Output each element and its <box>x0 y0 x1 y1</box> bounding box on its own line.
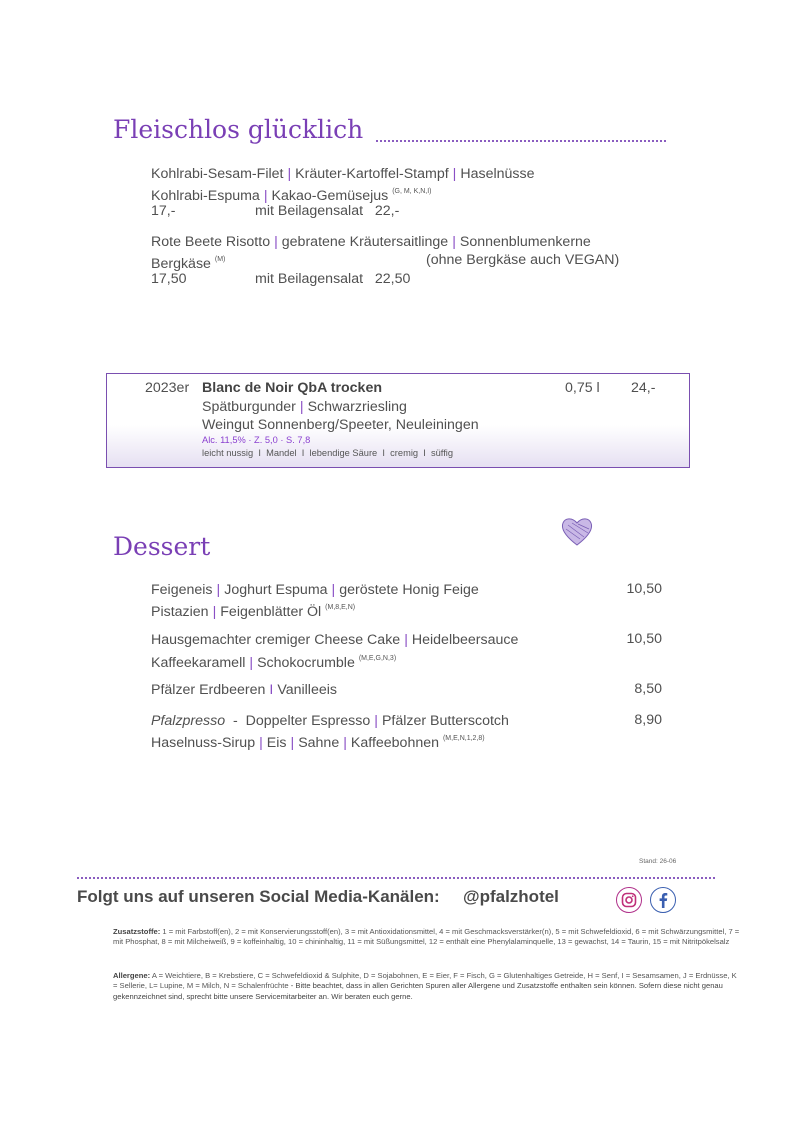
dish-line: Haselnuss-Sirup | Eis | Sahne | Kaffeebohnen $^{(M,E,N,1,2,8)}$ <box>151 735 485 751</box>
wine-grapes: Spätburgunder | Schwarzriesling <box>202 399 407 415</box>
separator: | <box>290 735 295 751</box>
dish-line: Feigeneis | Joghurt Espuma | geröstete Honig Feige <box>151 582 479 598</box>
separator: | <box>374 713 378 729</box>
separator: | <box>216 582 221 598</box>
dish-line: Pfälzer Erdbeeren I Vanilleeis <box>151 682 337 698</box>
allergens-label: Allergene: <box>113 971 151 980</box>
social-media-text: Folgt uns auf unseren Social Media-Kanälen: <box>77 887 440 906</box>
separator: | <box>274 234 278 250</box>
allergens-text: A = Weichtiere, B = Krebstiere, C = Schwefeldioxid & Sulphite, D = Sojabohnen, E = Eier, F = Fisch, G = Glutenhaltiges Getreide, H = Senf, I = Sesamsamen, J = Erdnüsse, K = Sellerie, L= Lupine, M = Milch, N = Schalenfrüchte <box>113 971 737 991</box>
additives-text: 1 = mit Farbstoff(en), 2 = mit Konservierungsstoff(en), 3 = mit Antioxidationsmittel, 4 = mit Geschmacksverstärker(n), 5 = mit Schwefeldioxid, 6 = mit Schwärzungsmittel, 7 = mit Phosphat, 8 = mit Milcheiweiß, 9 = koffeinhaltig, 10 = chininhaltig, 11 = mit Süßungsmittel, 12 = enthält eine Phenylalaminquelle, 13 = gewachst, 14 = Taurin, 15 = mit Nitritpökelsalz <box>113 927 740 947</box>
dessert-price: 10,50 <box>626 631 662 647</box>
dish-line: Pfalzpresso - Doppelter Espresso | Pfälzer Butterscotch <box>151 713 509 729</box>
separator: | <box>212 604 217 620</box>
dish-line: Kaffeekaramell | Schokocrumble $^{(M,E,G,N,3)}$ <box>151 655 397 671</box>
separator: | <box>404 632 408 648</box>
dish-component: Kakao-Gemüsejus <box>271 188 389 204</box>
dish-component: Sonnenblumenkerne <box>459 234 591 250</box>
allergen-codes: (G, M, K,N,I) <box>392 188 432 195</box>
section-title-dessert: Dessert <box>113 532 211 561</box>
dish-name-italic: Pfalzpresso <box>151 713 226 729</box>
dish-line <box>151 165 534 183</box>
facebook-icon[interactable] <box>650 887 676 913</box>
wine-volume: 0,75 l <box>565 380 600 396</box>
dessert-price: 10,50 <box>626 581 662 597</box>
dish-component: Kohlrabi-Espuma <box>151 188 260 204</box>
separator: | <box>249 655 254 671</box>
salad-label: mit Beilagensalat 22,- <box>255 203 400 219</box>
allergen-codes: (M,8,E,N) <box>325 604 356 611</box>
footer-dotted-rule <box>77 877 715 879</box>
title-dotted-rule <box>376 140 666 142</box>
salad-label: mit Beilagensalat 22,50 <box>255 271 411 287</box>
separator: | <box>343 735 347 751</box>
salad-price: 22,50 <box>374 271 411 287</box>
allergens-note: - Bitte beachtet, dass in allen Gerichten Spuren aller Allergene und Zusatzstoffe enthalten sein können. Sofern diese nicht genau gekennzeichnet sind, sprecht bitte unsere Servicemitarbeiter an. Wir beraten euch gerne. <box>113 981 723 1001</box>
wine-analysis: Alc. 11,5% · Z. 5,0 · S. 7,8 <box>202 435 311 445</box>
dish-line <box>151 233 591 251</box>
dish-component: Kohlrabi-Sesam-Filet <box>151 166 284 182</box>
dessert-price: 8,50 <box>634 681 662 697</box>
dish-component: Haselnüsse <box>460 166 535 182</box>
wine-taste-notes: leicht nussig I Mandel I lebendige Säure I cremig I süffig <box>202 448 454 458</box>
section-title-fleischlos: Fleischlos glücklich <box>113 115 364 144</box>
stand-date: Stand: 26-06 <box>639 858 677 865</box>
separator: | <box>263 188 268 204</box>
separator: | <box>259 735 263 751</box>
dessert-price: 8,90 <box>634 712 662 728</box>
separator: | <box>331 582 336 598</box>
allergen-codes: (M,E,G,N,3) <box>358 655 397 662</box>
wine-name: Blanc de Noir QbA trocken <box>202 380 383 396</box>
wine-price: 24,- <box>631 380 656 396</box>
separator: | <box>299 399 304 415</box>
dish-price: 17,50 <box>151 271 187 287</box>
dish-line: Pistazien | Feigenblätter Öl $^{(M,8,E,N)}$ <box>151 604 356 620</box>
wine-winery: Weingut Sonnenberg/Speeter, Neuleiningen <box>202 417 479 433</box>
dish-component: Kräuter-Kartoffel-Stampf <box>295 166 449 182</box>
dish-component: Bergkäse <box>151 256 211 272</box>
additives-label: Zusatzstoffe: <box>113 927 161 936</box>
dish-line: Hausgemachter cremiger Cheese Cake | Heidelbeersauce <box>151 632 519 648</box>
separator: | <box>287 166 292 182</box>
separator: | <box>452 234 456 250</box>
salad-price: 22,- <box>374 203 400 219</box>
vegan-note: (ohne Bergkäse auch VEGAN) <box>426 252 620 268</box>
dish-component: gebratene Kräutersaitlinge <box>281 234 449 250</box>
facebook-glyph-icon <box>656 892 670 908</box>
instagram-glyph-icon <box>621 892 637 908</box>
instagram-icon[interactable] <box>616 887 642 913</box>
separator: I <box>269 682 274 698</box>
additives-legend <box>113 927 743 948</box>
allergen-codes: (M,E,N,1,2,8) <box>442 735 485 742</box>
allergens-legend <box>113 971 743 1002</box>
allergen-codes: (M) <box>214 256 226 263</box>
heart-icon <box>560 515 594 547</box>
dish-price: 17,- <box>151 203 176 219</box>
wine-year: 2023er <box>145 380 190 396</box>
social-handle: @pfalzhotel <box>463 887 559 906</box>
dish-component: Rote Beete Risotto <box>151 234 271 250</box>
separator: | <box>452 166 457 182</box>
